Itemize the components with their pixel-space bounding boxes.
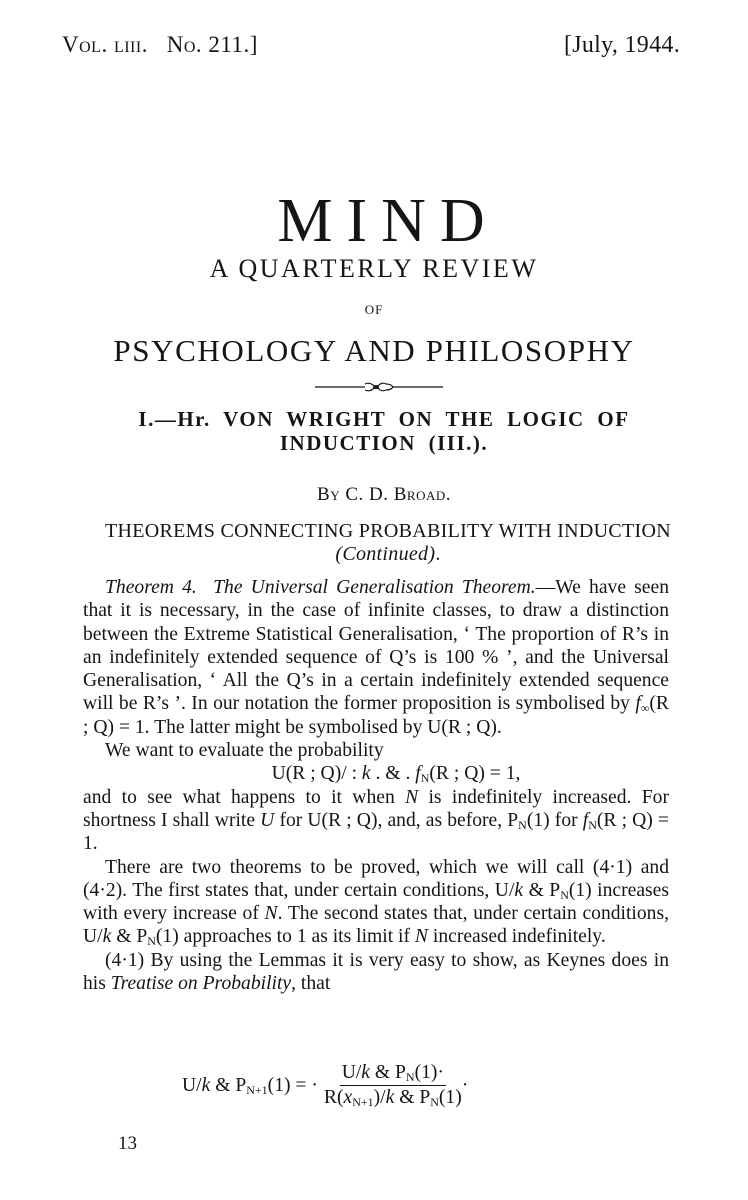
paragraph-evaluate: We want to evaluate the probability	[105, 740, 384, 762]
author-byline: By C. D. Broad.	[317, 484, 451, 505]
article-title	[90, 407, 678, 455]
equation-lhs: U/k & $P_{N+1}(1)$ = ·	[182, 1074, 318, 1097]
section-heading-main: THEOREMS CONNECTING PROBABILITY WITH INDUCTION	[105, 520, 671, 542]
article-author	[0, 484, 748, 506]
paragraph-two-theorems: There are two theorems to be proved, which we will call (4·1) and (4·2). The first states that, under certain conditions, U/k & $P_N(1)$ increases with every increase of N. The second states that, under certain conditions, U/k & $P_N(1)$ approaches to 1 as its limit if N increased indefinitely.	[83, 856, 669, 949]
paragraph-theorem-4: Theorem 4. The Universal Generalisation Theorem.—We have seen that it is necessary, in the case of infinite classes, to draw a distinction between the Extreme Statistical Generalisation, ‘ The proportion of R’s in an indefinitely extended sequence of Q’s is 100 % ’, and the Universal Generalisation, ‘ All the Q’s in a certain indefinitely extended sequence will be R’s ’. In our notation the former proposition is symbolised by $f_\infty(R$ ; Q) = 1. The latter might be symbolised by U(R ; Q).	[83, 577, 669, 738]
journal-subtitle: A QUARTERLY REVIEW	[209, 254, 539, 283]
theorem-title: The Universal Generalisation Theorem.	[213, 577, 536, 598]
running-header-date: [July, 1944.	[563, 32, 680, 58]
paragraph-lemmas: (4·1) By using the Lemmas it is very easy to show, as Keynes does in his Treatise on Probability, that	[83, 949, 669, 995]
fraction-denominator: $R(x_{N+1})/k$ & $P_N(1)$	[323, 1087, 462, 1109]
theorem-label: Theorem 4.	[105, 577, 197, 598]
volume-label: Vol. liii.	[62, 32, 148, 57]
article-body	[83, 576, 669, 995]
journal-of: OF	[364, 302, 384, 317]
issue-number: No. 211.]	[166, 32, 258, 57]
fraction-numerator: U/k & $P_N(1)\cdot$	[341, 1062, 444, 1084]
article-title-line2: INDUCTION (III.).	[279, 431, 489, 455]
section-heading-continued: (Continued)	[335, 543, 436, 565]
journal-title: MIND	[277, 187, 499, 255]
article-title-line1: I.—Hr. VON WRIGHT ON THE LOGIC OF	[138, 407, 630, 431]
equation-probability: U(R ; Q)/ : k . & . $f_N(R$ ; Q) = 1,	[271, 763, 521, 786]
paragraph-notation: and to see what happens to it when N is indefinitely increased. For shortness I shall write U for U(R ; Q), and, as before, $P_N(1)$ for $f_N(R$ ; Q) = 1.	[83, 786, 669, 855]
page-number: 13	[118, 1133, 137, 1154]
running-header-volume	[62, 32, 258, 58]
journal-field: PSYCHOLOGY AND PHILOSOPHY	[113, 333, 635, 368]
section-heading: THEOREMS CONNECTING PROBABILITY WITH INDUCTION (Continued).	[105, 520, 671, 565]
ornament-rule-icon	[303, 381, 453, 393]
equation-recurrence: U/k & $P_{N+1}(1)$ = · $\frac{U/k \& P_N(1)\cdot}{R(x_{N+1})/k \& P_N(1)}$ ·	[182, 1062, 469, 1109]
equation-fraction	[324, 1062, 462, 1109]
book-title: Treatise on Probability	[110, 973, 292, 995]
